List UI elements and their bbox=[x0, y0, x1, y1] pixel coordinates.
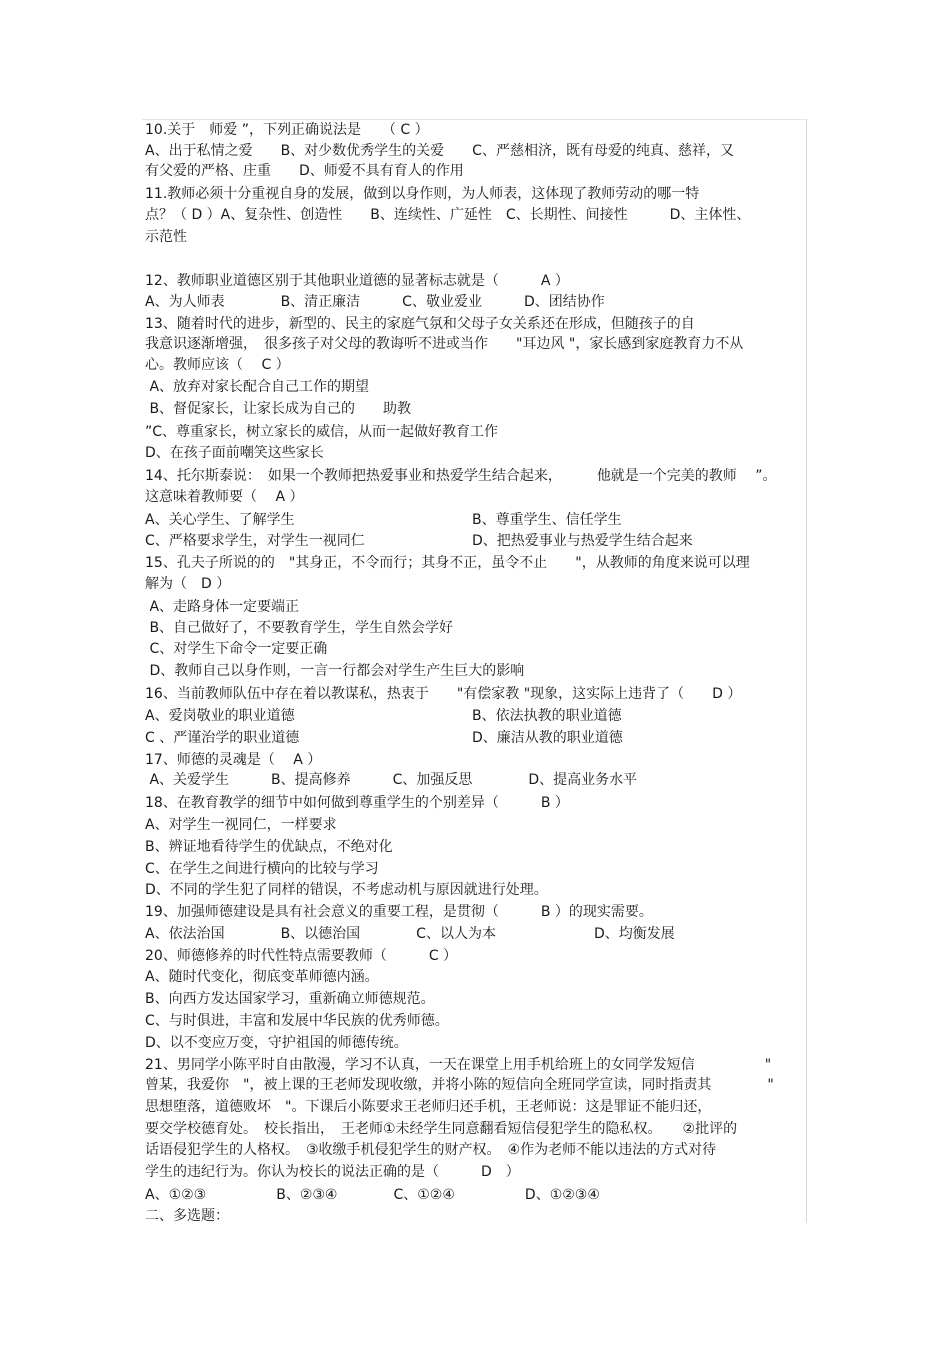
q16-option-b: B、依法执教的职业道德 bbox=[472, 708, 622, 724]
q19-options: A、依法治国 B、以德治国 C、以人为本 D、均衡发展 bbox=[145, 926, 675, 942]
q13-option-a: A、放弃对家长配合自己工作的期望 bbox=[145, 379, 370, 395]
q17-options: A、关爱学生 B、提高修养 C、加强反思 D、提高业务水平 bbox=[145, 772, 638, 788]
q21-stem-line5: 话语侵犯学生的人格权。 ③收缴手机侵犯学生的财产权。 ④作为老师不能以违法的方式对待 bbox=[145, 1142, 717, 1158]
q16-stem: 16、当前教师队伍中存在着以教谋私，热衷于 "有偿家教 "现象，这实际上违背了（ D ） bbox=[145, 686, 742, 702]
q15-stem-line2: 解为（ D ） bbox=[145, 576, 231, 592]
q16-option-a: A、爱岗敬业的职业道德 bbox=[145, 708, 295, 724]
q13-option-b: B、督促家长，让家长成为自己的 助教 bbox=[145, 401, 412, 417]
q11-stem: 11.教师必须十分重视自身的发展，做到以身作则，为人师表，这体现了教师劳动的哪一特 bbox=[145, 186, 700, 202]
q21-options: A、①②③ B、②③④ C、①②④ D、①②③④ bbox=[145, 1187, 600, 1203]
q18-option-c: C、在学生之间进行横向的比较与学习 bbox=[145, 861, 379, 877]
q17-stem: 17、师德的灵魂是（ A ） bbox=[145, 752, 322, 768]
q14-option-b: B、尊重学生、信任学生 bbox=[472, 512, 622, 528]
q18-option-a: A、对学生一视同仁，一样要求 bbox=[145, 817, 337, 833]
q13-option-d: D、在孩子面前嘲笑这些家长 bbox=[145, 445, 324, 461]
q20-option-a: A、随时代变化，彻底变革师德内涵。 bbox=[145, 969, 379, 985]
q11-options: 点？（ D ）A、复杂性、创造性 B、连续性、广延性 C、长期性、间接性 D、主体性、 bbox=[145, 207, 751, 223]
q15-option-a: A、走路身体一定要端正 bbox=[145, 599, 300, 615]
q16-option-d: D、廉洁从教的职业道德 bbox=[472, 730, 623, 746]
q20-option-d: D、以不变应万变，守护祖国的师德传统。 bbox=[145, 1035, 408, 1051]
q10-options-line2: 有父爱的严格、庄重 D、师爱不具有育人的作用 bbox=[145, 163, 464, 179]
q20-option-c: C、与时俱进，丰富和发展中华民族的优秀师德。 bbox=[145, 1013, 449, 1029]
q14-option-a: A、关心学生、了解学生 bbox=[145, 512, 295, 528]
q18-option-b: B、辨证地看待学生的优缺点，不绝对化 bbox=[145, 839, 393, 855]
q11-options-cont: 示范性 bbox=[145, 229, 187, 245]
page-border-top bbox=[142, 119, 807, 120]
q15-option-c: C、对学生下命令一定要正确 bbox=[145, 641, 328, 657]
q12-options: A、为人师表 B、清正廉洁 C、敬业爱业 D、团结协作 bbox=[145, 294, 605, 310]
q13-stem-line2: 我意识逐渐增强， 很多孩子对父母的教诲听不进或当作 "耳边风 "，家长感到家庭教育力不从 bbox=[145, 336, 744, 352]
q20-option-b: B、向西方发达国家学习，重新确立师德规范。 bbox=[145, 991, 435, 1007]
page-border-right bbox=[806, 119, 807, 1223]
q19-stem: 19、加强师德建设是具有社会意义的重要工程，是贯彻（ B ）的现实需要。 bbox=[145, 904, 653, 920]
q20-stem: 20、师德修养的时代性特点需要教师（ C ） bbox=[145, 948, 458, 964]
q13-stem-line1: 13、随着时代的进步，新型的、民主的家庭气氛和父母子女关系还在形成，但随孩子的自 bbox=[145, 316, 695, 332]
q14-option-c: C、严格要求学生，对学生一视同仁 bbox=[145, 533, 365, 549]
q21-stem-line3: 思想堕落，道德败坏 "。下课后小陈要求王老师归还手机，王老师说：这是罪证不能归还， bbox=[145, 1099, 712, 1115]
q14-stem-line1: 14、托尔斯泰说： 如果一个教师把热爱事业和热爱学生结合起来， 他就是一个完美的教师 ”。 bbox=[145, 468, 777, 484]
q21-stem-line1: 21、男同学小陈平时自由散漫，学习不认真，一天在课堂上用手机给班上的女同学发短信 " bbox=[145, 1057, 772, 1073]
q12-stem: 12、教师职业道德区别于其他职业道德的显著标志就是（ A ） bbox=[145, 273, 569, 289]
q13-option-c: ”C、尊重家长，树立家长的威信，从而一起做好教育工作 bbox=[145, 424, 499, 440]
q14-option-d: D、把热爱事业与热爱学生结合起来 bbox=[472, 533, 693, 549]
q15-option-d: D、教师自己以身作则，一言一行都会对学生产生巨大的影响 bbox=[145, 663, 525, 679]
q21-stem-line2: 曾某，我爱你 "，被上课的王老师发现收缴，并将小陈的短信向全班同学宣读，同时指责其 " bbox=[145, 1077, 774, 1093]
q21-stem-line4: 要交学校德育处。 校长指出， 王老师①未经学生同意翻看短信侵犯学生的隐私权。 ②批评的 bbox=[145, 1121, 738, 1137]
q16-option-c: C 、严谨治学的职业道德 bbox=[145, 730, 300, 746]
q15-stem-line1: 15、孔夫子所说的的 "其身正，不令而行；其身不正，虽令不止 "，从教师的角度来说可以理 bbox=[145, 555, 750, 571]
q15-option-b: B、自己做好了，不要教育学生，学生自然会学好 bbox=[145, 620, 454, 636]
q21-stem-line6: 学生的违纪行为。你认为校长的说法正确的是（ D ） bbox=[145, 1164, 520, 1180]
q18-stem: 18、在教育教学的细节中如何做到尊重学生的个别差异（ B ） bbox=[145, 795, 569, 811]
q10-options-line1: A、出于私情之爱 B、对少数优秀学生的关爱 C、严慈相济，既有母爱的纯真、慈祥，又 bbox=[145, 143, 734, 159]
q14-stem-line2: 这意味着教师要（ A ） bbox=[145, 489, 304, 505]
q10-stem: 10.关于 师爱 ”，下列正确说法是 （ C ） bbox=[145, 122, 429, 138]
q13-stem-line3: 心。教师应该（ C ） bbox=[145, 357, 290, 373]
section-heading-multiple-choice: 二、多选题： bbox=[145, 1208, 229, 1224]
q18-option-d: D、不同的学生犯了同样的错误，不考虑动机与原因就进行处理。 bbox=[145, 882, 548, 898]
